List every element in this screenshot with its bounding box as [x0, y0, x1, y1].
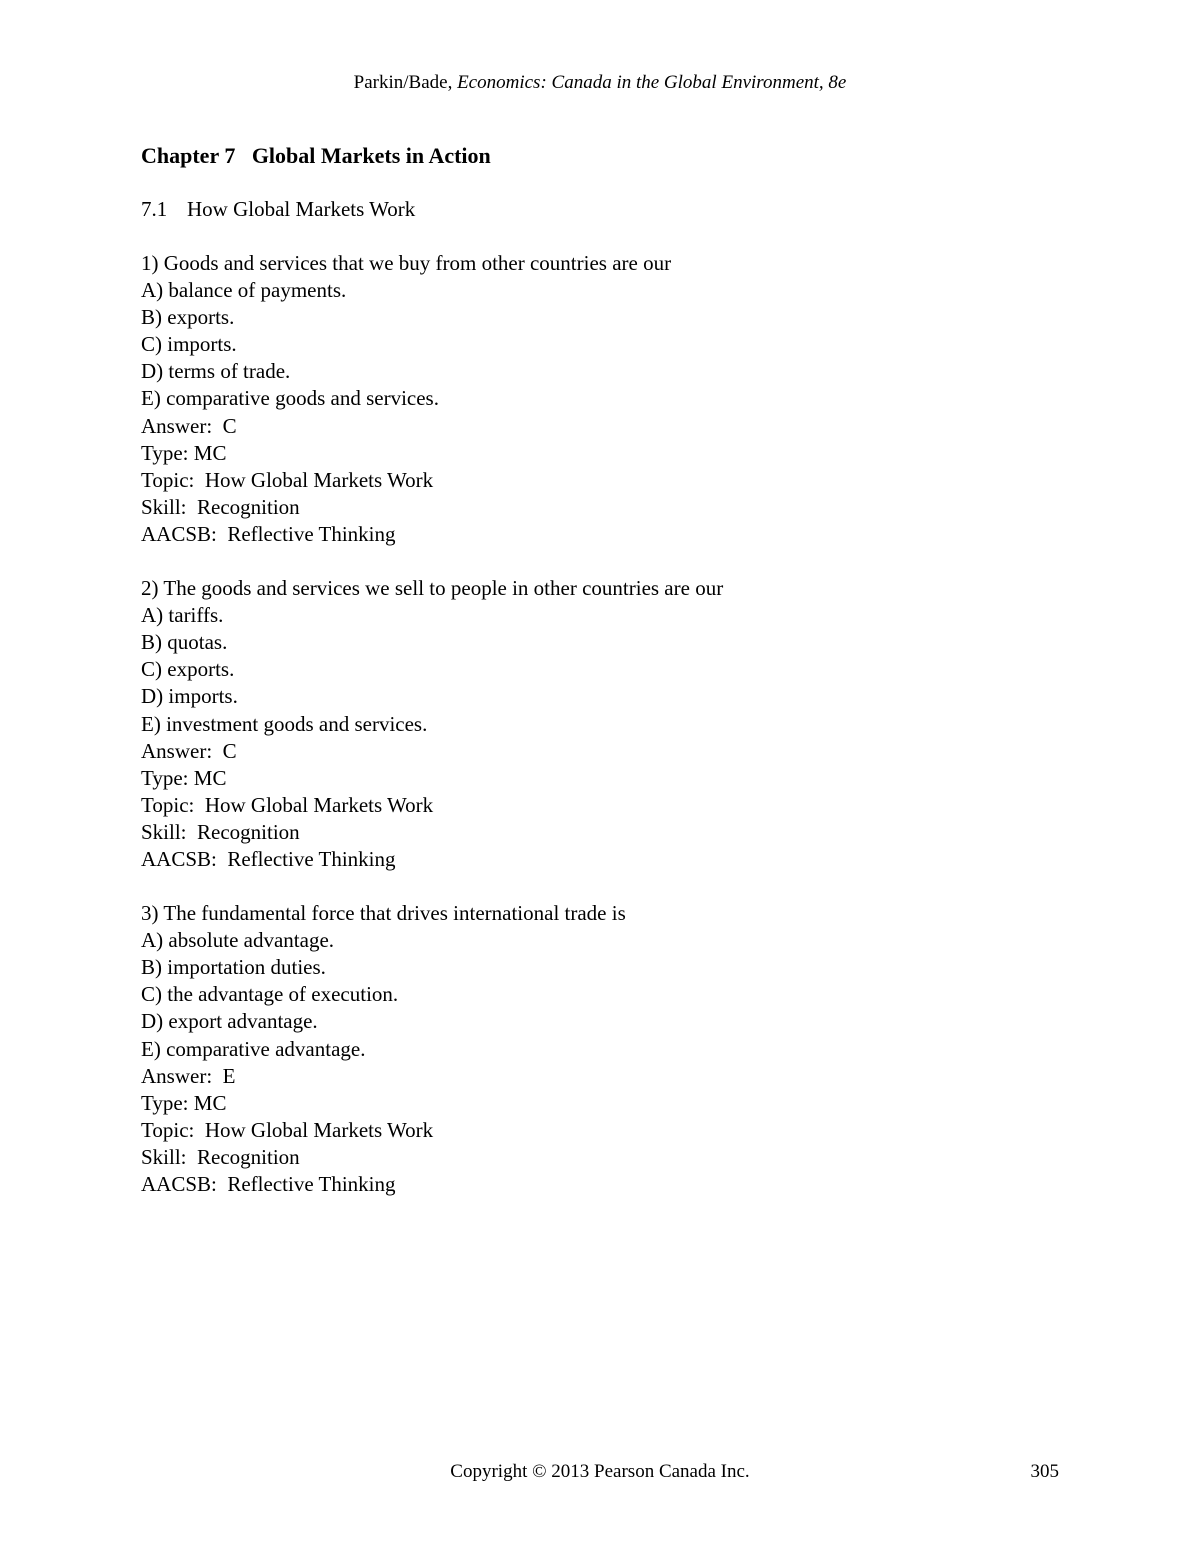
type-line: Type: MC — [141, 765, 227, 790]
type-line: Type: MC — [141, 440, 227, 465]
option-c: C) the advantage of execution. — [141, 982, 399, 1007]
header-authors: Parkin/Bade, — [353, 72, 458, 93]
section-heading — [141, 196, 1101, 223]
option-d: D) imports. — [141, 684, 238, 709]
aacsb-line: AACSB: Reflective Thinking — [141, 521, 396, 546]
option-b: B) quotas. — [141, 630, 228, 655]
option-a: A) absolute advantage. — [141, 928, 335, 953]
type-line: Type: MC — [141, 1090, 227, 1115]
running-header — [0, 71, 1200, 95]
option-d: D) export advantage. — [141, 1009, 318, 1034]
option-a: A) tariffs. — [141, 603, 224, 628]
question-stem: 3) The fundamental force that drives international trade is — [141, 901, 626, 926]
question-block — [141, 900, 1101, 1198]
section-number: 7.1 — [141, 197, 168, 221]
section-title: How Global Markets Work — [187, 197, 416, 221]
option-e: E) investment goods and services. — [141, 711, 428, 736]
skill-line: Skill: Recognition — [141, 819, 300, 844]
topic-line: Topic: How Global Markets Work — [141, 1117, 434, 1142]
copyright-notice: Copyright © 2013 Pearson Canada Inc. — [450, 1461, 750, 1482]
skill-line: Skill: Recognition — [141, 1144, 300, 1169]
header-book-title: Economics: Canada in the Global Environment, 8e — [457, 72, 847, 93]
aacsb-line: AACSB: Reflective Thinking — [141, 846, 396, 871]
topic-line: Topic: How Global Markets Work — [141, 792, 434, 817]
option-b: B) importation duties. — [141, 955, 326, 980]
skill-line: Skill: Recognition — [141, 494, 300, 519]
option-d: D) terms of trade. — [141, 359, 291, 384]
answer-line: Answer: C — [141, 413, 237, 438]
page-number: 305 — [1030, 1461, 1059, 1482]
option-e: E) comparative goods and services. — [141, 386, 439, 411]
option-e: E) comparative advantage. — [141, 1036, 366, 1061]
question-stem: 1) Goods and services that we buy from other countries are our — [141, 251, 672, 275]
option-a: A) balance of payments. — [141, 278, 347, 303]
aacsb-line: AACSB: Reflective Thinking — [141, 1172, 396, 1196]
question-stem: 2) The goods and services we sell to people in other countries are our — [141, 576, 724, 601]
question-block — [141, 250, 1101, 548]
page-content — [141, 141, 1101, 1225]
option-b: B) exports. — [141, 305, 235, 330]
topic-line: Topic: How Global Markets Work — [141, 467, 434, 492]
option-c: C) exports. — [141, 657, 235, 682]
chapter-title: Chapter 7 Global Markets in Action — [141, 143, 491, 168]
answer-line: Answer: E — [141, 1063, 236, 1088]
question-block — [141, 575, 1101, 873]
answer-line: Answer: C — [141, 738, 237, 763]
option-c: C) imports. — [141, 332, 237, 357]
